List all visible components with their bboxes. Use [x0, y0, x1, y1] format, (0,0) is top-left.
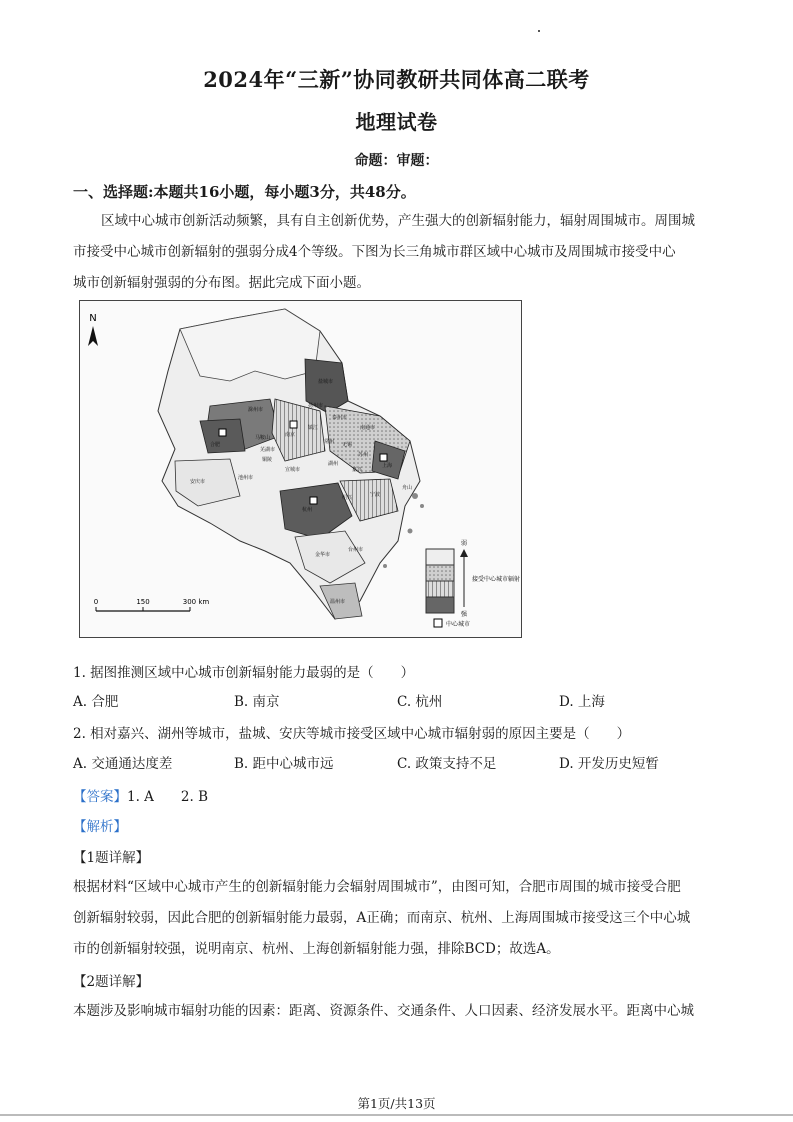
city-label: 滁州市 [248, 407, 264, 413]
city-label: 苏州 [358, 452, 369, 458]
intro-paragraph [73, 206, 725, 299]
legend-city-label: 中心城市 [446, 621, 471, 628]
scale-bar [94, 598, 210, 611]
scale-label: 150 [136, 598, 150, 606]
legend-swatch-strong [426, 597, 454, 613]
city-label: 铜陵 [262, 457, 273, 463]
detail-line: 市的创新辐射较强，说明南京、杭州、上海创新辐射能力强，排除BCD；故选A。 [73, 941, 560, 957]
legend-weak-label: 弱 [460, 540, 468, 547]
intro-line: 区域中心城市创新活动频繁，具有自主创新优势，产生强大的创新辐射能力，辐射周围城市。周围城 [101, 213, 695, 229]
intro-line: 市接受中心城市创新辐射的强弱分成4个等级。下图为长三角城市群区域中心城市及周围城市接受中心 [73, 244, 676, 260]
city-label: 南通市 [360, 425, 376, 431]
detail-2-heading: 【2题详解】 [73, 974, 150, 990]
city-label: 扬州市 [308, 403, 324, 409]
island [383, 564, 387, 568]
center-city-marker [380, 454, 387, 461]
city-label: 芜湖市 [260, 447, 276, 453]
city-label: 上海 [382, 463, 393, 469]
city-label: 南京 [285, 432, 296, 438]
city-label: 盐城市 [318, 379, 334, 385]
detail-line: 本题涉及影响城市辐射功能的因素：距离、资源条件、交通条件、人口因素、经济发展水平。距离中心城 [73, 1003, 694, 1019]
analysis-label: 【解析】 [73, 819, 127, 835]
answer-label: 【答案】 [73, 789, 127, 805]
legend-swatch-3 [426, 581, 454, 597]
legend-swatch-weak [426, 549, 454, 565]
center-city-marker [219, 429, 226, 436]
legend-strong-label: 强 [460, 611, 468, 618]
detail-2-body [73, 996, 725, 1027]
city-label: 常州 [324, 439, 335, 445]
map-legend [426, 539, 520, 628]
detail-line: 创新辐射较弱，因此合肥的创新辐射能力最弱，A正确；而南京、杭州、上海周围城市接受这三个中心城 [73, 910, 691, 926]
city-label: 马鞍山 [255, 435, 271, 441]
page-number: 第1页/共13页 [357, 1096, 436, 1111]
map-svg [80, 301, 521, 637]
answer-text: 1. A 2. B [127, 789, 209, 805]
exam-subtitle: 地理试卷 [355, 110, 438, 134]
section-heading: 一、选择题:本题共16小题，每小题3分，共48分。 [73, 183, 416, 201]
city-label: 嘉兴 [352, 467, 363, 473]
city-label: 泰州市 [332, 415, 348, 421]
q2-option-d: D. 开发历史短暂 [559, 756, 659, 772]
island [412, 493, 418, 499]
q1-option-c: C. 杭州 [397, 694, 443, 710]
center-city-marker [290, 421, 297, 428]
city-label: 合肥 [210, 442, 221, 448]
island [420, 504, 424, 508]
north-label: N [89, 313, 97, 324]
legend-middle-label: 接受中心城市辐射 [472, 576, 521, 583]
question-1-stem: 1. 据图推测区域中心城市创新辐射能力最弱的是（ ） [73, 665, 415, 681]
city-label: 池州市 [238, 475, 254, 481]
city-label: 金华市 [315, 552, 331, 558]
scale-label: 300 km [182, 598, 210, 606]
byline: 命题：审题： [354, 153, 439, 169]
city-label: 无锡 [342, 442, 353, 448]
q1-option-b: B. 南京 [234, 694, 280, 710]
question-2-stem: 2. 相对嘉兴、湖州等城市，盐城、安庆等城市接受区域中心城市辐射弱的原因主要是（ ） [73, 726, 631, 742]
legend-center-marker [434, 619, 442, 627]
answer-line [73, 785, 208, 805]
scale-label: 0 [93, 598, 99, 606]
detail-line: 根据材料“区域中心城市产生的创新辐射能力会辐射周围城市”，由图可知，合肥市周围的城市接受合肥 [73, 879, 681, 895]
scan-speck [538, 30, 540, 32]
q2-option-c: C. 政策支持不足 [397, 756, 497, 772]
city-label: 宁波 [370, 492, 381, 498]
city-label: 舟山 [402, 485, 413, 491]
q1-option-a: A. 合肥 [73, 694, 119, 710]
q2-option-a: A. 交通通达度差 [73, 756, 173, 772]
north-arrow-icon [88, 313, 98, 346]
city-label: 杭州 [302, 507, 313, 513]
q1-option-d: D. 上海 [559, 694, 605, 710]
city-label: 温州市 [330, 599, 346, 605]
city-label: 镇江 [308, 425, 319, 431]
footer-rule [0, 1114, 793, 1116]
legend-swatch-2 [426, 565, 454, 581]
island [408, 529, 413, 534]
city-label: 湖州 [328, 461, 339, 467]
city-label: 安庆市 [190, 479, 206, 485]
detail-1-body [73, 872, 725, 965]
city-label: 台州市 [348, 547, 364, 553]
region-north [180, 309, 320, 381]
detail-1-heading: 【1题详解】 [73, 850, 150, 866]
city-label: 宣城市 [285, 467, 301, 473]
legend-arrow-icon [460, 549, 468, 557]
exam-title: 2024年“三新”协同教研共同体高二联考 [203, 67, 590, 92]
intro-line: 城市创新辐射强弱的分布图。据此完成下面小题。 [73, 275, 370, 291]
city-radiation-map [79, 300, 522, 638]
center-city-marker [310, 497, 317, 504]
q2-option-b: B. 距中心城市远 [234, 756, 334, 772]
city-label: 绍兴 [342, 495, 353, 501]
